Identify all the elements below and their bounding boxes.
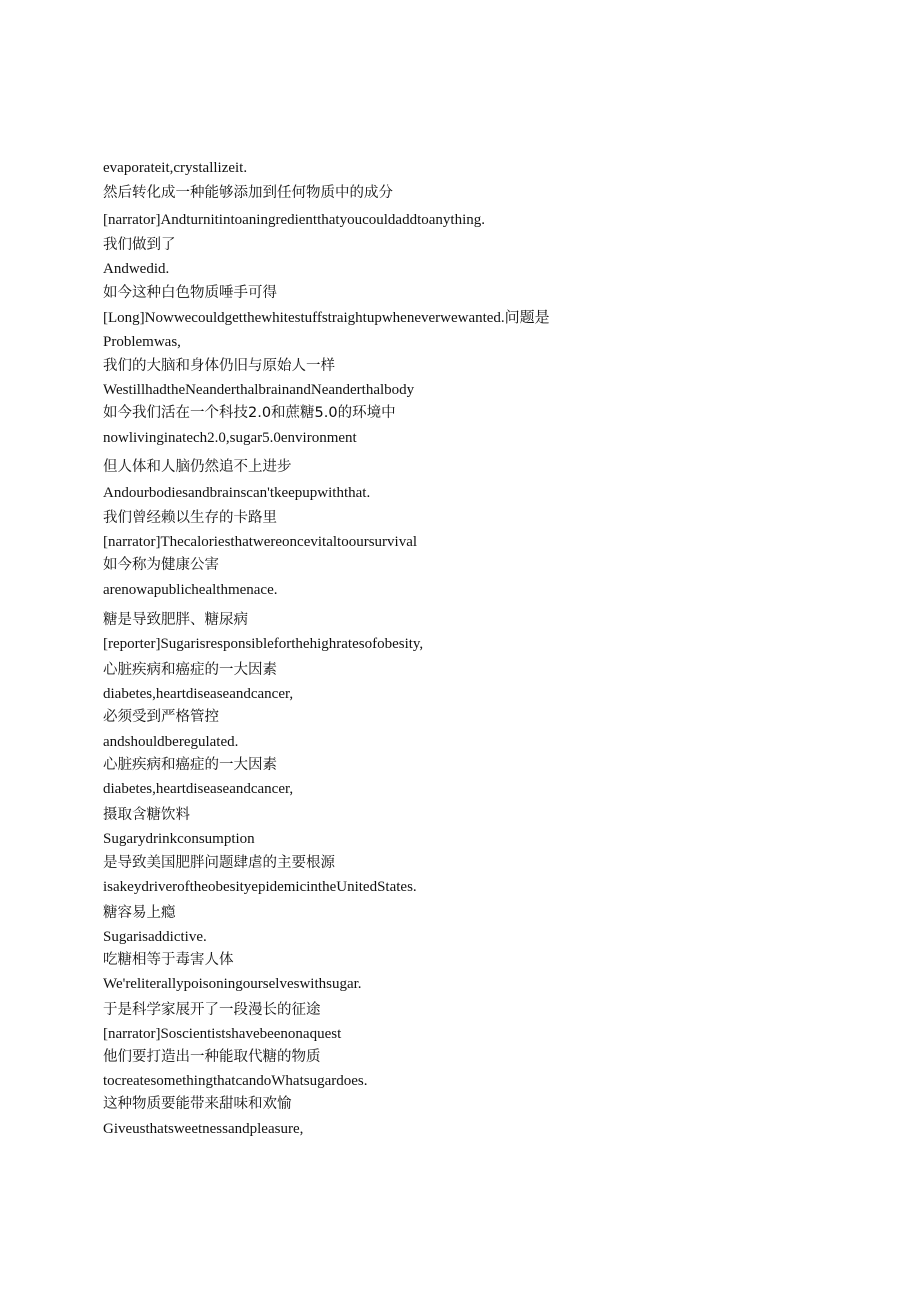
transcript-line: isakeydriveroftheobesityepidemicintheUnitedStates. <box>103 879 417 895</box>
transcript-line: Sugarisaddictive. <box>103 929 207 945</box>
transcript-line: andshouldberegulated. <box>103 734 239 750</box>
transcript-line: 然后转化成一种能够添加到任何物质中的成分 <box>103 185 393 201</box>
transcript-line: 心脏疾病和癌症的一大因素 <box>103 662 277 678</box>
transcript-line: [narrator]Thecaloriesthatwereoncevitaltooursurvival <box>103 534 418 550</box>
transcript-line: 糖容易上瘾 <box>103 905 176 921</box>
transcript-line: 他们要打造出一种能取代糖的物质 <box>103 1049 321 1065</box>
transcript-line: 我们做到了 <box>103 237 176 253</box>
transcript-line: arenowapublichealthmenace. <box>103 582 278 598</box>
transcript-line: 摄取含糖饮料 <box>103 807 190 823</box>
transcript-line: evaporateit,crystallizeit. <box>103 160 248 176</box>
transcript-line: 吃糖相等于毒害人体 <box>103 952 234 968</box>
transcript-line: diabetes,heartdiseaseandcancer, <box>103 686 294 702</box>
transcript-line: 心脏疾病和癌症的一大因素 <box>103 757 277 773</box>
transcript-line: 我们的大脑和身体仍旧与原始人一样 <box>103 358 335 374</box>
transcript-line: [reporter]Sugarisresponsibleforthehighratesofobesity, <box>103 636 424 652</box>
transcript-line: Problemwas, <box>103 334 181 350</box>
transcript-line: [Long]Nowwecouldgetthewhitestuffstraightupwheneverwewanted.问题是 <box>103 310 550 326</box>
transcript-line: WestillhadtheNeanderthalbrainandNeanderthalbody <box>103 382 415 398</box>
transcript-line: 如今称为健康公害 <box>103 557 219 573</box>
transcript-line: [narrator]Soscientistshavebeenonaquest <box>103 1026 342 1042</box>
transcript-line: [narrator]Andturnitintoaningredientthatyoucouldaddtoanything. <box>103 212 485 228</box>
transcript-line: 如今这种白色物质唾手可得 <box>103 285 277 301</box>
transcript-line: 但人体和人脑仍然追不上进步 <box>103 459 292 475</box>
transcript-line: diabetes,heartdiseaseandcancer, <box>103 781 294 797</box>
transcript-line: 是导致美国肥胖问题肆虐的主要根源 <box>103 855 335 871</box>
transcript-line: tocreatesomethingthatcandoWhatsugardoes. <box>103 1073 368 1089</box>
transcript-line: 必须受到严格管控 <box>103 709 219 725</box>
transcript-line: 如今我们活在一个科技2.0和蔗糖5.0的环境中 <box>103 405 396 421</box>
transcript-line: nowlivinginatech2.0,sugar5.0environment <box>103 430 357 446</box>
transcript-line: Andourbodiesandbrainscan'tkeepupwiththat. <box>103 485 371 501</box>
transcript-line: Giveusthatsweetnessandpleasure, <box>103 1121 304 1137</box>
transcript-line: 于是科学家展开了一段漫长的征途 <box>103 1002 321 1018</box>
transcript-line: We'reliterallypoisoningourselveswithsugar. <box>103 976 362 992</box>
transcript-line: Sugarydrinkconsumption <box>103 831 255 847</box>
transcript-line: 这种物质要能带来甜味和欢愉 <box>103 1096 292 1112</box>
transcript-line: 糖是导致肥胖、糖尿病 <box>103 612 248 628</box>
transcript-line: 我们曾经赖以生存的卡路里 <box>103 510 277 526</box>
transcript-line: Andwedid. <box>103 261 170 277</box>
